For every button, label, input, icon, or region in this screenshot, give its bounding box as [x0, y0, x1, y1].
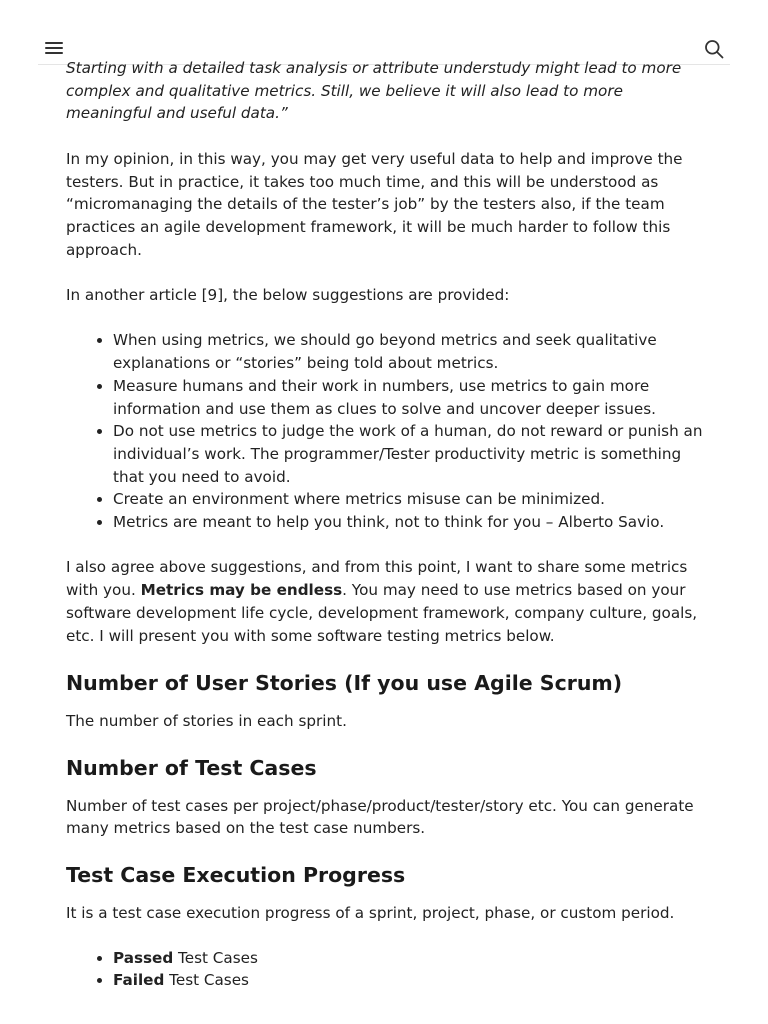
status-suffix: Test Cases [164, 971, 249, 990]
status-label: Passed [113, 948, 174, 967]
search-icon-graphic [704, 39, 724, 59]
execution-progress-paragraph: It is a test case execution progress of a sprint, project, phase, or custom period. [66, 904, 675, 923]
list-item: • When using metrics, we should go beyond metrics and seek qualitative explanations or “stories” being told about metrics. [113, 329, 706, 374]
list-item-passed [113, 947, 706, 970]
agree-text-start: I also agree above suggestions, and from this point, I want to share some metrics with you. [66, 558, 688, 600]
list-item: • Create an environment where metrics misuse can be minimized. [113, 488, 706, 511]
list-item: • Measure humans and their work in numbers, use metrics to gain more information and use them as clues to solve and uncover deeper issues. [113, 375, 706, 420]
user-stories-paragraph: The number of stories in each sprint. [66, 711, 347, 730]
heading-user-stories: Number of User Stories (If you use Agile Scrum) [66, 670, 623, 695]
opinion-paragraph: In my opinion, in this way, you may get very useful data to help and improve the testers. But in practice, it takes too much time, and this will be understood as “micromanaging the details of the tester’s job” by the testers also, if the team practices an agile development framework, it will be much harder to follow this approach. [66, 149, 683, 259]
agree-text-end: . You may need to use metrics based on your software development life cycle, development framework, company culture, goals, etc. I will present you with some software testing metrics below. [66, 581, 698, 645]
menu-bar-line [45, 52, 63, 54]
search-icon[interactable] [704, 39, 724, 59]
menu-bar-line [45, 42, 63, 44]
execution-status-list [66, 947, 706, 992]
another-article-paragraph: In another article [9], the below suggestions are provided: [66, 286, 510, 304]
list-item: • Do not use metrics to judge the work of a human, do not reward or punish an individual’s work. The programmer/Tester productivity metric is something that you need to avoid. [113, 420, 706, 488]
heading-test-cases: Number of Test Cases [66, 755, 317, 780]
suggestions-list [66, 329, 706, 533]
status-label: Failed [113, 971, 165, 990]
metrics-endless-emphasis: Metrics may be endless [140, 581, 343, 600]
quote-text: Starting with a detailed task analysis or attribute understudy might lead to more complex and qualitative metrics. Still, we believe it will also lead to more meaningful and useful data.” [66, 59, 682, 123]
test-cases-paragraph: Number of test cases per project/phase/product/tester/story etc. You can generate many metrics based on the test case numbers. [66, 796, 694, 838]
article-content [66, 57, 706, 1015]
list-item-failed [113, 969, 706, 992]
heading-execution-progress: Test Case Execution Progress [66, 863, 406, 888]
hamburger-menu-icon[interactable] [45, 42, 63, 55]
status-suffix: Test Cases [173, 948, 258, 967]
list-item: • Metrics are meant to help you think, not to think for you – Alberto Savio. [113, 511, 706, 534]
menu-bar-line [45, 47, 63, 49]
agree-paragraph [66, 556, 706, 647]
